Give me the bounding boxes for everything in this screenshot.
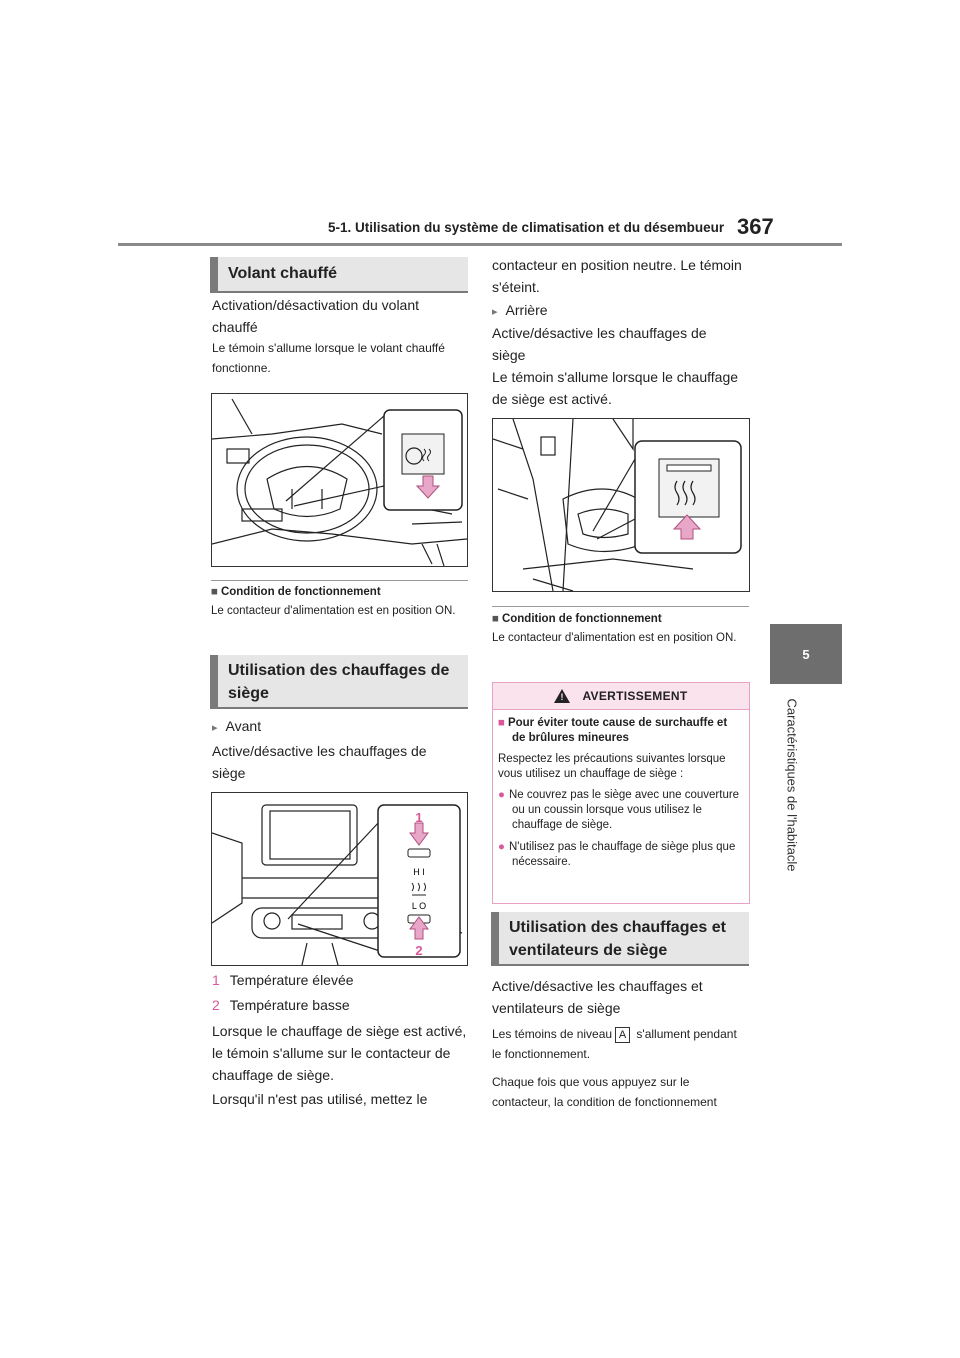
- condition-text-1: Le contacteur d'alimentation est en position ON.: [211, 605, 456, 617]
- running-header: 5-1. Utilisation du système de climatisation et du désembueur: [328, 220, 725, 235]
- callout-1: 1: [415, 810, 423, 825]
- section-heading-heaters-ventilators: Utilisation des chauffages et ventilateurs de siège: [491, 912, 749, 966]
- section1-intro: Activation/désactivation du volant chauffé: [212, 297, 420, 335]
- figure-steering-wheel: [211, 393, 468, 567]
- section-heading-volant: Volant chauffé: [210, 257, 468, 293]
- legend-item-2: [212, 994, 350, 1016]
- chapter-title-vertical: [780, 690, 804, 880]
- front-console-illustration: [212, 793, 467, 965]
- rear-label: ▸ Arrière: [492, 299, 548, 323]
- condition-text-2: Le contacteur d'alimentation est en position ON.: [492, 632, 737, 644]
- condition-rule-2: [492, 606, 749, 607]
- front-text: Active/désactive les chauffages de siège: [212, 743, 427, 781]
- figure-front-seat-heater: [211, 792, 468, 966]
- condition-rule: [211, 580, 468, 581]
- para-not-used: Lorsqu'il n'est pas utilisé, mettez le: [212, 1091, 428, 1107]
- level-note-2: Chaque fois que vous appuyez sur le contacteur, la condition de fonctionnement: [492, 1075, 717, 1109]
- warning-intro: Respectez les précautions suivantes lorsque vous utilisez un chauffage de siège :: [498, 753, 726, 780]
- section-heading-seat-heaters: Utilisation des chauffages de siège: [210, 655, 468, 709]
- legend-num-2: 2: [212, 997, 220, 1013]
- level-box-label: A: [615, 1027, 630, 1043]
- legend-num-1: 1: [212, 972, 220, 988]
- rear-note: Le témoin s'allume lorsque le chauffage de siège est activé.: [492, 369, 739, 407]
- warning-bullet-2: ● N'utilisez pas le chauffage de siège plus que nécessaire.: [498, 840, 743, 870]
- legend-label-1: Température élevée: [229, 972, 354, 988]
- callout-2: 2: [415, 943, 423, 958]
- figure-rear-seat-heater: [492, 418, 750, 592]
- section1-note: Le témoin s'allume lorsque le volant chauffé fonctionne.: [212, 341, 445, 375]
- condition-title-1: ■ Condition de fonctionnement: [211, 586, 381, 598]
- para-seat-indicator: Lorsque le chauffage de siège est activé, le témoin s'allume sur le contacteur de chauffage de siège.: [212, 1023, 467, 1083]
- condition-title-2: ■ Condition de fonctionnement: [492, 613, 662, 625]
- warning-heading: AVERTISSEMENT: [582, 689, 688, 703]
- section3-intro: Active/désactive les chauffages et ventilateurs de siège: [492, 978, 703, 1016]
- para-continued: contacteur en position neutre. Le témoin s'éteint.: [492, 257, 742, 295]
- warning-title: Pour éviter toute cause de surchauffe et de brûlures mineures: [507, 717, 728, 744]
- level-note: [492, 1024, 748, 1064]
- front-label: ▸ Avant: [212, 715, 261, 739]
- warning-icon: !: [554, 689, 570, 703]
- lo-label: L O: [411, 901, 427, 911]
- legend-item-1: [212, 969, 354, 991]
- warning-box: [492, 682, 750, 904]
- level-note-b: s'allument pendant le fonctionnement.: [492, 1027, 737, 1061]
- rear-door-illustration: [493, 419, 749, 591]
- chapter-title-text: Caractéristiques de l'habitacle: [784, 698, 800, 872]
- legend-label-2: Température basse: [229, 997, 350, 1013]
- page-number: 367: [737, 214, 774, 239]
- header-rule: [118, 243, 842, 246]
- rear-text: Active/désactive les chauffages de siège: [492, 325, 707, 363]
- hi-label: H I: [413, 867, 425, 877]
- chapter-tab: 5: [770, 624, 842, 684]
- warning-bullet-1: ● Ne couvrez pas le siège avec une couverture ou un coussin lorsque vous utilisez le chauffage de siège.: [498, 788, 743, 833]
- level-note-a: Les témoins de niveau: [492, 1027, 613, 1041]
- warning-header: [493, 683, 749, 710]
- warning-title-row: ■ Pour éviter toute cause de surchauffe et de brûlures mineures: [498, 717, 728, 744]
- steering-wheel-illustration: [212, 394, 467, 566]
